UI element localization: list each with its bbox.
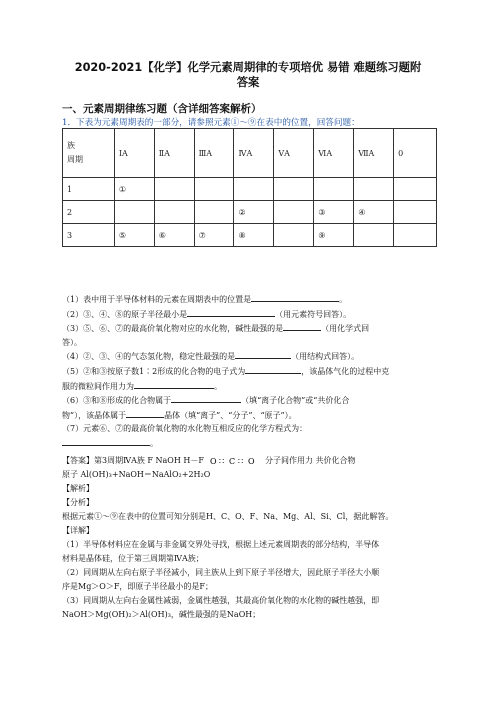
question-text: （1）表中用于半导体材料的元素在周期表中的位置是 xyxy=(62,295,252,304)
question-text: 。 xyxy=(339,295,348,304)
answer-text: 分子间作用力 共价化合物 xyxy=(264,456,356,465)
detail-2a: （2）同周期从左向右原子半径减小，同主族从上到下原子半径增大，因此原子半径大小顺 xyxy=(62,568,380,577)
answer-line-1 xyxy=(62,454,442,468)
question-text: 晶体（填“离子”、“分子”、“原子”）。 xyxy=(164,410,297,420)
question-text: （用结构式回答）。 xyxy=(291,352,360,362)
struct-o1: O xyxy=(210,457,217,466)
table-row xyxy=(63,178,437,201)
question-3 xyxy=(62,321,442,336)
table-row xyxy=(63,224,437,247)
group-header: ⅥA xyxy=(314,129,354,178)
question-text: （5）②和③按原子数1∶2形成的化合物的电子式为 xyxy=(62,366,246,376)
question-text: ，该晶体气化的过程中克 xyxy=(301,366,390,376)
answer-blank xyxy=(126,408,164,418)
period-cell: 1 xyxy=(63,178,115,201)
table-cell xyxy=(394,178,437,201)
question-2 xyxy=(62,307,442,322)
table-cell xyxy=(194,178,234,201)
detail-2b: 序是Mg＞O＞F，即原子半径最小的是F； xyxy=(62,582,213,591)
question-list xyxy=(62,292,442,451)
group-header: ⅦA xyxy=(354,129,394,178)
question-5 xyxy=(62,364,442,379)
question-1 xyxy=(62,292,442,307)
group-header: ⅡA xyxy=(154,129,194,178)
question-text: （3）⑤、⑥、⑦的最高价氧化物对应的水化物，碱性最强的是 xyxy=(62,324,284,334)
question-text: （填“离子化合物”或“共价化合 xyxy=(241,396,350,406)
answer-blank xyxy=(251,292,339,302)
table-cell xyxy=(394,201,437,224)
answer-blank xyxy=(187,307,275,317)
title-line-2: 答案 xyxy=(236,76,260,89)
group-header: 0 xyxy=(394,129,437,178)
answer-blank xyxy=(245,364,301,374)
header-group-label: 族 xyxy=(67,141,75,150)
struct-o2: O xyxy=(248,457,255,466)
question-text: （用元素符号回答）。 xyxy=(275,309,352,319)
group-header: ⅤA xyxy=(274,129,314,178)
fenxi-tag: 【分析】 xyxy=(62,498,94,507)
corner-header xyxy=(63,129,115,178)
question-text: 服的微粒间作用力为 xyxy=(62,381,134,391)
table-cell xyxy=(274,224,314,247)
table-cell xyxy=(354,224,394,247)
table-cell xyxy=(274,201,314,224)
question-text: （用化学式回 xyxy=(321,324,370,334)
question-text: （6）③和⑧形成的化合物属于 xyxy=(62,396,172,406)
table-cell xyxy=(354,178,394,201)
detail-1b: 材料是晶体硅，位于第三周期第ⅣA族； xyxy=(62,554,204,563)
struct-eq: ∷ xyxy=(238,457,244,466)
table-cell xyxy=(274,178,314,201)
answer-line-2: 原子 Al(OH)₃+NaOH＝NaAlO₂+2H₂O xyxy=(62,470,211,479)
question-text: （2）③、④、⑧的原子半径最小是 xyxy=(62,309,188,319)
table-cell xyxy=(194,201,234,224)
period-cell: 2 xyxy=(63,201,115,224)
question-text: （4）②、③、④的气态氢化物，稳定性最强的是 xyxy=(62,352,236,362)
question-text: 物”），该晶体属于 xyxy=(62,410,127,420)
group-header: ⅣA xyxy=(234,129,274,178)
analysis-tag: 【解析】 xyxy=(62,484,94,493)
answer-section xyxy=(62,454,442,622)
table-cell: ⑥ xyxy=(154,224,194,247)
table-cell xyxy=(154,178,194,201)
detail-1a: （1）半导体材料应在金属与非金属交界处寻找，根据上述元素周期表的部分结构，半导体 xyxy=(62,540,380,549)
title-line-1: 2020-2021【化学】化学元素周期律的专项培优 易错 难题练习题附 xyxy=(74,61,422,74)
table-cell xyxy=(154,201,194,224)
table-cell xyxy=(234,178,274,201)
electron-formula-image xyxy=(208,455,260,467)
question-7: （7）元素⑥、⑦的最高价氧化物的水化物互相反应的化学方程式为： xyxy=(62,424,308,434)
table-row xyxy=(63,201,437,224)
group-header: ⅢA xyxy=(194,129,234,178)
table-cell: ③ xyxy=(314,201,354,224)
header-period-label: 周期 xyxy=(67,155,83,164)
question-text: 。 xyxy=(214,381,222,391)
table-cell xyxy=(114,201,154,224)
table-cell xyxy=(314,178,354,201)
group-header: ⅠA xyxy=(114,129,154,178)
answer-blank xyxy=(134,379,214,389)
answer-blank xyxy=(283,321,321,331)
question-7-blank xyxy=(62,436,442,451)
question-3-cont: 答）。 xyxy=(62,337,82,347)
table-header-row xyxy=(63,129,437,178)
struct-eq: ∷ xyxy=(219,457,225,466)
question-5-cont xyxy=(62,379,442,394)
periodic-table xyxy=(62,128,437,247)
table-cell: ⑨ xyxy=(314,224,354,247)
document-title xyxy=(40,60,456,90)
struct-c: C xyxy=(229,457,236,466)
table-cell: ⑤ xyxy=(114,224,154,247)
table-cell: ① xyxy=(114,178,154,201)
answer-text: 【答案】第3周期ⅣA族 F NaOH H－F xyxy=(62,456,204,465)
question-6-cont xyxy=(62,408,442,423)
question-intro: 1．下表为元素周期表的一部分，请参照元素①～⑨在表中的位置，回答问题： xyxy=(62,118,360,128)
answer-blank xyxy=(171,393,241,403)
table-cell xyxy=(394,224,437,247)
question-4 xyxy=(62,349,442,364)
table-cell: ⑧ xyxy=(234,224,274,247)
question-6 xyxy=(62,393,442,408)
period-cell: 3 xyxy=(63,224,115,247)
detail-tag: 【详解】 xyxy=(62,526,94,535)
question-text: 。 xyxy=(150,438,158,448)
table-cell: ⑦ xyxy=(194,224,234,247)
table-cell: ④ xyxy=(354,201,394,224)
section-heading: 一、元素周期律练习题（含详细答案解析） xyxy=(62,103,262,115)
detail-3a: （3）同周期从左向右金属性减弱，金属性越强，其最高价氧化物的水化物的碱性越强，即 xyxy=(62,596,380,605)
answer-blank xyxy=(62,436,150,446)
fenxi-text: 根据元素①～⑨在表中的位置可知分别是H、C、O、F、Na、Mg、Al、Si、Cl，据此解答。 xyxy=(62,512,394,521)
table-cell: ② xyxy=(234,201,274,224)
detail-3b: NaOH＞Mg(OH)₂＞Al(OH)₃，碱性最强的是NaOH； xyxy=(62,610,261,619)
answer-blank xyxy=(235,349,291,359)
